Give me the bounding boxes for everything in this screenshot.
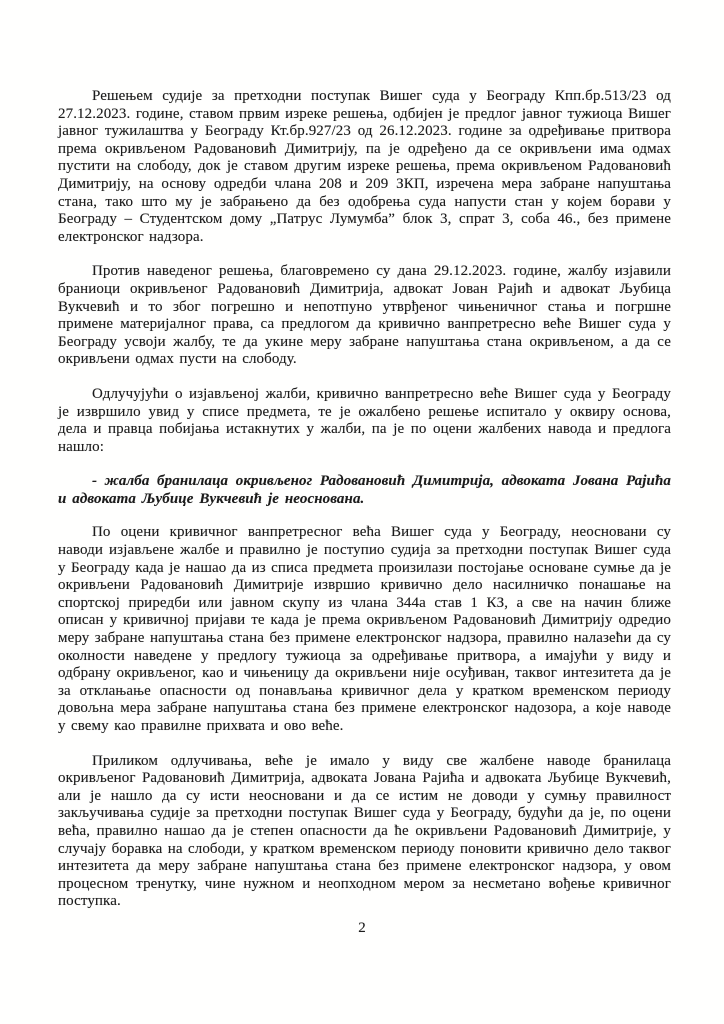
page-number: 2 bbox=[358, 920, 366, 936]
paragraph-holding-statement: - жалба бранилаца окривљеног Радовановић Димитрија, адвоката Јована Рајића и адвоката Љубице Вукчевић је неоснована. bbox=[58, 473, 671, 507]
paragraph-decision-reasoning: Приликом одлучивања, веће је имало у виду све жалбене наводе бранилаца окривљеног Радовановић Димитрија, адвоката Јована Рајића и адвоката Љубице Вукчевић, али је нашло да су исти неосновани и да се истим не доводи у сумњу правилност закључивања судије за претходни поступак Вишег суда у Београду, будући да је, по оцени већа, правилно нашао да је степен опасности да ће окривљени Радовановић Димитрије, у случају боравка на слободи, у кратком временском периоду поновити кривично дело таквог интезитета да меру забране напуштања стана без примене електронског надзора, у овом процесном тренутку, чине нужном и неопходном мером за несметано вођење кривичног поступка. bbox=[58, 752, 671, 910]
document-body bbox=[58, 88, 671, 928]
paragraph-court-assessment: По оцени кривичног ванпретресног већа Вишег суда у Београду, неосновани су наводи изјављене жалбе и правилно је поступио судија за претходни поступак Вишег суда у Београду када је нашао да из списа предмета произилази постојање основане сумње да је окривљени Радовановић Димитрије извршио кривично дело насилничко понашање на спортској приредби или јавном скупу из члана 344а став 1 КЗ, а све на начин ближе описан у кривичној пријави те када је према окривљеном Радовановић Димитрију одредио меру забране напуштања стана без примене електронског надзора, правилно налазећи да су околности наведене у предлогу тужиоца за одређивање притвора, а имајући у виду и одбрану окривљеног, као и чињеницу да окривљени није осуђиван, таквог интезитета да је за отклањање опасности од понављања кривичног дела у кратком временском периоду довољна мера забране напуштања стана без примене електронског надозора, а које наводе у свему као правилне прихвата и ово веће. bbox=[58, 524, 671, 734]
paragraph-appeal-filed: Против наведеног решења, благовремено су дана 29.12.2023. године, жалбу изјавили браниоци окривљеног Радовановић Димитрија, адвокат Јован Рајић и адвокат Љубица Вукчевић и то због погрешно и непотпуно утврђеног чињеничног стања и погршне примене материјалног права, са предлогом да кривично ванпретресно веће Вишег суда у Београду усвоји жалбу, те да укине меру забране напуштања стана окривљеном, а да се окривљени одмах пусти на слободу. bbox=[58, 263, 671, 368]
paragraph-court-review: Одлучујући о изјављеној жалби, кривично ванпретресно веће Вишег суда у Београду је извршило увид у списе предмета, те је ожалбено решење испитало у оквиру основа, дела и правца побијања истакнутих у жалби, па је по оцени жалбених навода и предлога нашло: bbox=[58, 385, 671, 455]
paragraph-ruling-summary: Решењем судије за претходни поступак Вишег суда у Београду Кпп.бр.513/23 од 27.12.2023. године, ставом првим изреке решења, одбијен је предлог јавног тужиоца Вишег јавног тужилаштва у Београду Кт.бр.927/23 од 26.12.2023. године за одређивање притвора према окривљеном Радовановић Димитрију, па је одређено да се окривљени има одмах пустити на слободу, док је ставом другим изреке решења, према окривљеном Радовановић Димитрију, на основу одредби члана 208 и 209 ЗКП, изречена мера забране напуштања стана, тако што му је забрањено да без одобрења суда напусти стан у којем борави у Београду – Студентском дому „Патрус Лумумба” блок 3, спрат 3, соба 46., без примене електронског надзора. bbox=[58, 88, 671, 245]
